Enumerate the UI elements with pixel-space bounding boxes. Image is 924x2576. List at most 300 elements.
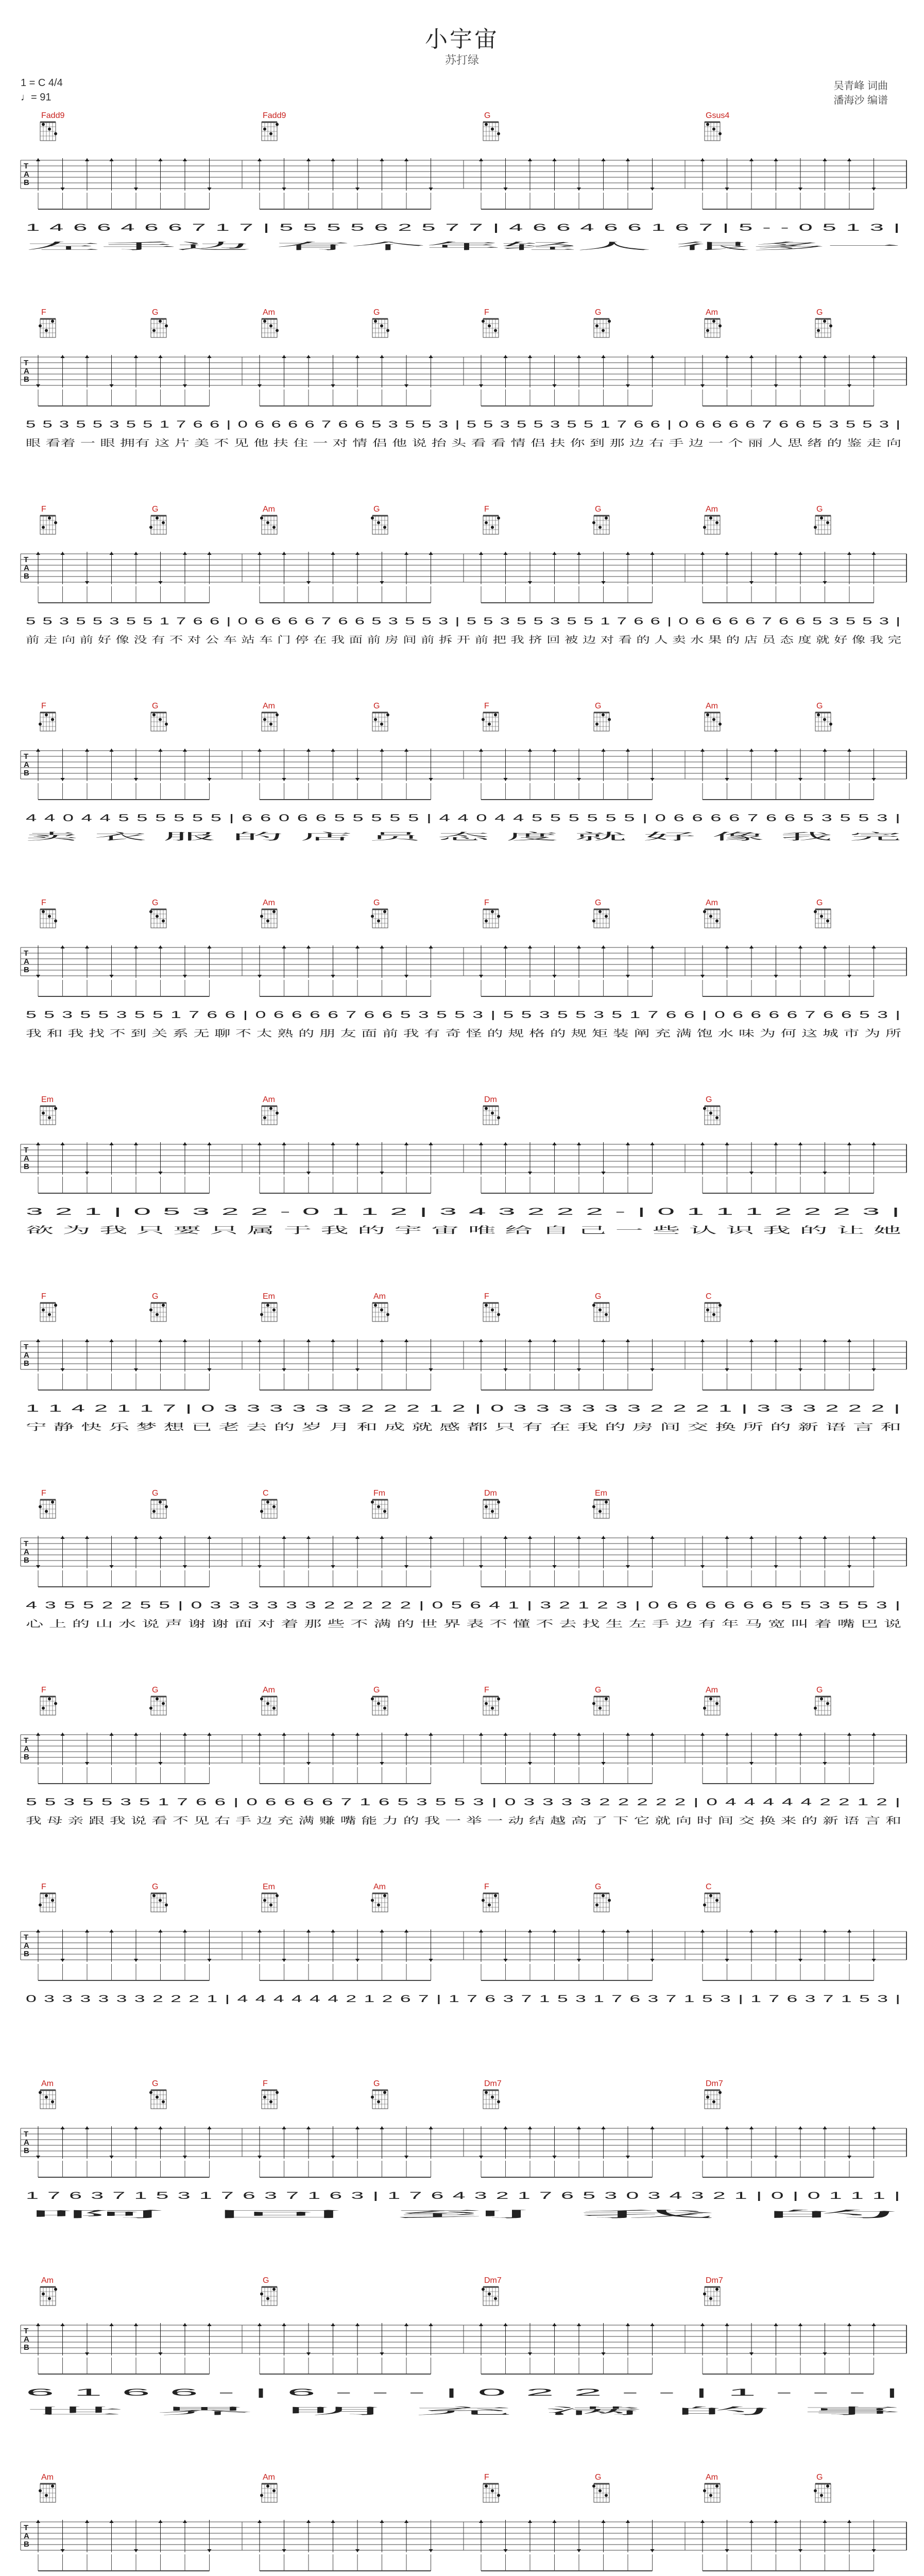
strum-arrow <box>798 552 802 555</box>
strum-arrow <box>847 552 851 555</box>
chord-diagram <box>372 713 389 731</box>
tab-clef-letter: A <box>24 2532 29 2540</box>
strum-arrow <box>404 1733 408 1736</box>
strum-arrow <box>134 1733 138 1736</box>
chord-name: Am <box>263 1095 275 1104</box>
strum-arrow <box>479 2520 483 2523</box>
strum-arrow <box>577 2126 581 2129</box>
chord-diagram <box>151 1500 168 1518</box>
chord-name: Em <box>263 1883 275 1891</box>
chord-name: Am <box>706 899 718 907</box>
chord-name: G <box>263 2276 269 2285</box>
strum-arrow <box>159 1929 163 1933</box>
strum-arrow <box>528 158 532 161</box>
strum-arrow <box>331 384 335 387</box>
chord-name: G <box>595 1883 602 1891</box>
strum-arrow <box>306 2126 311 2129</box>
strum-arrow <box>331 1929 335 1933</box>
strum-arrow <box>355 355 360 358</box>
strum-arrow <box>700 1733 705 1736</box>
chord-name: Dm <box>484 1489 497 1498</box>
strum-arrow <box>651 945 655 948</box>
numbered-notation: 5 5 3 5 5 3 5 5 1 7 6 6 | 0 6 6 6 6 7 6 6 5 3 5 5 3 | 5 5 3 5 5 3 5 5 1 7 6 6 | 0 6 6 6 6 7 6 6 5 3 5 5 3 | <box>26 419 901 430</box>
strum-arrow <box>36 1142 40 1145</box>
strum-arrow <box>183 2520 187 2523</box>
strum-arrow <box>651 1959 655 1962</box>
strum-arrow <box>355 2549 360 2552</box>
tab-clef-letter: B <box>24 1753 29 1761</box>
chord-name: F <box>484 308 489 317</box>
tab-clef-letter: A <box>24 1744 29 1753</box>
strum-arrow <box>208 1142 212 1145</box>
strum-arrow <box>504 1368 508 1371</box>
strum-arrow <box>725 552 729 555</box>
strum-arrow <box>61 778 65 781</box>
chord-diagram <box>151 713 168 731</box>
strum-arrow <box>36 975 40 978</box>
strum-arrow <box>85 581 89 584</box>
chord-diagram <box>592 909 609 928</box>
strum-arrow <box>258 1929 262 1933</box>
chord-name: G <box>152 1489 159 1498</box>
strum-arrow <box>479 158 483 161</box>
strum-arrow <box>208 355 212 358</box>
strum-arrow <box>651 1368 655 1371</box>
strum-arrow <box>528 2520 532 2523</box>
strum-arrow <box>61 945 65 948</box>
strum-arrow <box>258 975 262 978</box>
chord-name: Am <box>373 1883 386 1891</box>
strum-arrow <box>159 1172 163 1175</box>
strum-arrow <box>380 2520 384 2523</box>
tab-system <box>21 702 906 842</box>
strum-arrow <box>85 1172 89 1175</box>
strum-arrow <box>134 945 138 948</box>
strum-arrow <box>823 1762 827 1765</box>
strum-arrow <box>626 158 630 161</box>
strum-arrow <box>36 1565 40 1568</box>
strum-arrow <box>282 188 286 191</box>
chord-diagram <box>40 516 57 534</box>
strum-arrow <box>331 1733 335 1736</box>
chord-diagram <box>814 909 831 928</box>
tab-system <box>21 505 906 646</box>
chord-name: Fadd9 <box>41 111 65 120</box>
strum-arrow <box>651 2549 655 2552</box>
chord-diagram <box>151 1893 168 1912</box>
chord-name: G <box>484 111 491 120</box>
chord-diagram <box>483 516 500 534</box>
strum-arrow <box>479 749 483 752</box>
strum-arrow <box>85 1536 89 1539</box>
lyricist-credit: 吴青峰 词曲 <box>833 80 888 92</box>
chord-name: G <box>373 899 380 907</box>
chord-name: F <box>484 899 489 907</box>
strum-arrow <box>36 2156 40 2159</box>
strum-arrow <box>798 2549 802 2552</box>
strum-arrow <box>404 384 408 387</box>
strum-arrow <box>528 945 532 948</box>
tab-system <box>21 1489 906 1630</box>
strum-arrow <box>651 1733 655 1736</box>
strum-arrow <box>85 1339 89 1342</box>
strum-arrow <box>159 1339 163 1342</box>
strum-arrow <box>528 355 532 358</box>
strum-arrow <box>258 384 262 387</box>
tab-clef-letter: T <box>24 752 29 761</box>
strum-arrow <box>749 355 754 358</box>
chord-diagram <box>483 122 500 141</box>
strum-arrow <box>183 1929 187 1933</box>
strum-arrow <box>504 945 508 948</box>
strum-arrow <box>725 1959 729 1962</box>
strum-arrow <box>774 2323 778 2326</box>
strum-arrow <box>626 975 630 978</box>
strum-arrow <box>208 1368 212 1371</box>
chord-name: Am <box>263 702 275 710</box>
strum-arrow <box>479 1565 483 1568</box>
strum-arrow <box>404 2520 408 2523</box>
strum-arrow <box>602 581 606 584</box>
strum-arrow <box>380 581 384 584</box>
chord-name: Am <box>706 505 718 514</box>
chord-diagram <box>814 1697 831 1715</box>
strum-arrow <box>36 552 40 555</box>
tab-clef-letter: B <box>24 1359 29 1368</box>
strum-arrow <box>725 1368 729 1371</box>
strum-arrow <box>553 1929 557 1933</box>
chord-diagram <box>705 2090 722 2109</box>
strum-arrow <box>61 1733 65 1736</box>
strum-arrow <box>134 1368 138 1371</box>
strum-arrow <box>355 2323 360 2326</box>
strum-arrow <box>36 158 40 161</box>
chord-diagram <box>260 909 277 928</box>
chord-name: F <box>41 1686 46 1694</box>
strum-arrow <box>110 2156 114 2159</box>
chord-diagram <box>592 1697 609 1715</box>
strum-arrow <box>651 1536 655 1539</box>
strum-arrow <box>331 2156 335 2159</box>
strum-arrow <box>504 1536 508 1539</box>
strum-arrow <box>159 581 163 584</box>
chord-diagram <box>372 319 389 337</box>
chord-diagram <box>705 122 722 141</box>
strum-arrow <box>725 945 729 948</box>
strum-arrow <box>823 2126 827 2129</box>
tab-clef-letter: T <box>24 2130 29 2139</box>
lyrics-line: 左手边 有个年轻人 很多一 <box>26 241 134 252</box>
strum-arrow <box>61 1959 65 1962</box>
strum-arrow <box>577 1142 581 1145</box>
strum-arrow <box>306 1929 311 1933</box>
strum-arrow <box>479 552 483 555</box>
strum-arrow <box>183 158 187 161</box>
chord-name: Em <box>595 1489 607 1498</box>
strum-arrow <box>85 158 89 161</box>
strum-arrow <box>577 778 581 781</box>
chord-diagram <box>40 2287 57 2306</box>
strum-arrow <box>429 1536 433 1539</box>
strum-arrow <box>61 355 65 358</box>
strum-arrow <box>528 1762 532 1765</box>
chord-diagram <box>592 1500 609 1518</box>
strum-arrow <box>282 945 286 948</box>
strum-arrow <box>847 2520 851 2523</box>
strum-arrow <box>85 749 89 752</box>
chord-diagram <box>814 516 831 534</box>
strum-arrow <box>282 1368 286 1371</box>
strum-arrow <box>725 1142 729 1145</box>
song-title: 小宇宙 <box>425 27 499 52</box>
strum-arrow <box>602 2126 606 2129</box>
chord-name: F <box>263 2079 268 2088</box>
strum-arrow <box>749 581 754 584</box>
lyrics-line: 我 和 我 找 不 到 关 系 无 聊 不 太 熟 的 朋 友 面 前 我 有 奇 怪 的 规 格 的 规 矩 装 阐 充 满 饱 水 味 为 何 这 城 市 为 所 <box>26 1028 901 1039</box>
strum-arrow <box>208 945 212 948</box>
strum-arrow <box>208 778 212 781</box>
chord-diagram <box>482 2287 499 2306</box>
strum-arrow <box>602 945 606 948</box>
strum-arrow <box>725 355 729 358</box>
chord-name: G <box>816 899 823 907</box>
strum-arrow <box>282 552 286 555</box>
strum-arrow <box>282 1733 286 1736</box>
strum-arrow <box>306 1339 311 1342</box>
chord-diagram <box>371 1697 388 1715</box>
strum-arrow <box>208 188 212 191</box>
chord-diagram <box>262 713 279 731</box>
strum-arrow <box>872 552 876 555</box>
chord-name: Am <box>263 308 275 317</box>
strum-arrow <box>553 384 557 387</box>
strum-arrow <box>258 1733 262 1736</box>
strum-arrow <box>159 1762 163 1765</box>
chord-diagram <box>262 122 279 141</box>
strum-arrow <box>749 1536 754 1539</box>
lyrics-line: 宁 静 快 乐 梦 想 已 老 去 的 岁 月 和 成 就 感 都 只 有 在 我 的 房 间 交 换 所 的 新 语 言 和 <box>26 1422 414 1433</box>
tab-system <box>21 308 906 449</box>
strum-arrow <box>872 1142 876 1145</box>
strum-arrow <box>282 778 286 781</box>
chord-diagram <box>483 1106 500 1125</box>
chord-diagram <box>482 319 499 337</box>
strum-arrow <box>85 1762 89 1765</box>
chord-diagram <box>260 1303 277 1321</box>
strum-arrow <box>602 158 606 161</box>
strum-arrow <box>134 355 138 358</box>
tab-clef-letter: A <box>24 367 29 376</box>
strum-arrow <box>110 552 114 555</box>
strum-arrow <box>159 158 163 161</box>
chord-diagram <box>39 713 56 731</box>
strum-arrow <box>504 2549 508 2552</box>
tab-clef-letter: T <box>24 1146 29 1155</box>
strum-arrow <box>479 1733 483 1736</box>
strum-arrow <box>429 2126 433 2129</box>
strum-arrow <box>355 1368 360 1371</box>
strum-arrow <box>553 158 557 161</box>
strum-arrow <box>380 1762 384 1765</box>
strum-arrow <box>282 1142 286 1145</box>
chord-diagram <box>815 319 832 337</box>
strum-arrow <box>355 2126 360 2129</box>
strum-arrow <box>355 1733 360 1736</box>
tab-system <box>21 2473 906 2576</box>
strum-arrow <box>306 1172 311 1175</box>
strum-arrow <box>208 1733 212 1736</box>
strum-arrow <box>258 2323 262 2326</box>
strum-arrow <box>577 552 581 555</box>
strum-arrow <box>159 355 163 358</box>
strum-arrow <box>798 2126 802 2129</box>
chord-diagram <box>149 909 166 928</box>
chord-name: G <box>595 1292 602 1301</box>
strum-arrow <box>626 1339 630 1342</box>
chord-name: G <box>816 505 823 514</box>
strum-arrow <box>183 1142 187 1145</box>
strum-arrow <box>110 384 114 387</box>
strum-arrow <box>110 749 114 752</box>
strum-arrow <box>331 1565 335 1568</box>
chord-diagram <box>260 2484 277 2502</box>
strum-arrow <box>183 1733 187 1736</box>
strum-arrow <box>602 749 606 752</box>
chord-diagram <box>483 2090 500 2109</box>
chord-diagram <box>594 1893 611 1912</box>
strum-arrow <box>651 778 655 781</box>
chord-diagram <box>260 1500 277 1518</box>
chord-name: Am <box>263 505 275 514</box>
strum-arrow <box>602 1762 606 1765</box>
tab-clef-letter: A <box>24 2138 29 2147</box>
chord-name: G <box>152 1883 159 1891</box>
chord-name: G <box>816 702 823 710</box>
strum-arrow <box>258 1565 262 1568</box>
strum-arrow <box>85 2352 89 2355</box>
strum-arrow <box>847 1565 851 1568</box>
strum-arrow <box>626 2156 630 2159</box>
chord-diagram <box>39 319 56 337</box>
strum-arrow <box>700 1339 705 1342</box>
chord-name: G <box>706 1095 712 1104</box>
tab-clef-letter: A <box>24 1154 29 1163</box>
strum-arrow <box>749 945 754 948</box>
strum-arrow <box>36 1733 40 1736</box>
strum-arrow <box>528 1339 532 1342</box>
strum-arrow <box>553 1339 557 1342</box>
chord-name: F <box>484 1292 489 1301</box>
strum-arrow <box>725 778 729 781</box>
strum-arrow <box>479 975 483 978</box>
strum-arrow <box>331 1142 335 1145</box>
strum-arrow <box>823 2520 827 2523</box>
strum-arrow <box>258 1142 262 1145</box>
strum-arrow <box>110 1929 114 1933</box>
chord-name: F <box>41 899 46 907</box>
strum-arrow <box>183 1565 187 1568</box>
strum-arrow <box>258 1339 262 1342</box>
strum-arrow <box>823 945 827 948</box>
strum-arrow <box>872 355 876 358</box>
chord-diagram <box>705 1303 722 1321</box>
strum-arrow <box>528 581 532 584</box>
chord-name: F <box>41 1292 46 1301</box>
strum-arrow <box>847 158 851 161</box>
strum-arrow <box>306 945 311 948</box>
strum-arrow <box>306 2520 311 2523</box>
strum-arrow <box>872 778 876 781</box>
chord-diagram <box>40 122 57 141</box>
chord-name: G <box>595 702 602 710</box>
strum-arrow <box>504 778 508 781</box>
chord-name: Dm <box>484 1095 497 1104</box>
strum-arrow <box>798 945 802 948</box>
chord-name: G <box>373 505 380 514</box>
lyrics-line: 欲 为 我 只 要 只 属 于 我 的 宇 宙 唯 给 自 己 一 些 认 识 我 的 让 她 <box>26 1225 901 1236</box>
strum-arrow <box>429 1368 433 1371</box>
strum-arrow <box>85 945 89 948</box>
strum-arrow <box>626 1733 630 1736</box>
strum-arrow <box>61 2323 65 2326</box>
strum-arrow <box>404 1565 408 1568</box>
numbered-notation: 5 5 3 5 5 3 5 5 1 7 6 6 | 0 6 6 6 6 7 6 6 5 3 5 5 3 | 5 5 3 5 5 3 5 5 1 7 6 6 | 0 6 6 6 6 7 6 6 5 3 5 5 3 | <box>26 616 901 627</box>
strum-arrow <box>380 158 384 161</box>
strum-arrow <box>183 384 187 387</box>
numbered-notation: 5 5 3 5 5 3 5 1 7 6 6 | 0 6 6 6 6 7 1 6 5 3 5 5 3 | 0 3 3 3 3 2 2 2 2 2 | 0 4 4 4 4 4 2 2 1 2 | <box>26 1797 901 1808</box>
strum-arrow <box>651 2126 655 2129</box>
lyrics-line: 卖 衣 服 的 店 员 态 度 就 好 像 我 完 <box>26 832 901 842</box>
chord-name: F <box>484 1686 489 1694</box>
strum-arrow <box>651 2323 655 2326</box>
chord-diagram <box>371 516 388 534</box>
strum-arrow <box>355 552 360 555</box>
chord-name: Dm7 <box>484 2276 502 2285</box>
tab-clef-letter: A <box>24 957 29 966</box>
chord-name: G <box>373 1686 380 1694</box>
strum-arrow <box>823 581 827 584</box>
strum-arrow <box>504 188 508 191</box>
strum-arrow <box>602 355 606 358</box>
chord-name: F <box>41 702 46 710</box>
strum-arrow <box>208 552 212 555</box>
chord-name: G <box>373 702 380 710</box>
chord-diagram <box>371 2090 388 2109</box>
strum-arrow <box>355 188 360 191</box>
chord-name: Dm7 <box>484 2079 502 2088</box>
strum-arrow <box>872 2323 876 2326</box>
strum-arrow <box>208 1959 212 1962</box>
strum-arrow <box>282 355 286 358</box>
strum-arrow <box>404 975 408 978</box>
strum-arrow <box>380 1172 384 1175</box>
strum-arrow <box>700 2156 705 2159</box>
strum-arrow <box>306 1536 311 1539</box>
strum-arrow <box>577 1733 581 1736</box>
strum-arrow <box>380 355 384 358</box>
chord-name: G <box>816 1686 823 1694</box>
numbered-notation: 5 5 3 5 5 3 5 5 1 7 6 6 | 0 6 6 6 6 7 6 6 5 3 5 5 3 | 5 5 3 5 5 3 5 1 7 6 6 | 0 6 6 6 6 7 6 6 5 3 | <box>26 1010 901 1021</box>
strum-arrow <box>577 2323 581 2326</box>
strum-arrow <box>602 2352 606 2355</box>
strum-arrow <box>528 2126 532 2129</box>
strum-arrow <box>429 552 433 555</box>
strum-arrow <box>355 945 360 948</box>
strum-arrow <box>749 1929 754 1933</box>
strum-arrow <box>85 2126 89 2129</box>
strum-arrow <box>61 552 65 555</box>
chord-name: G <box>595 2473 602 2482</box>
